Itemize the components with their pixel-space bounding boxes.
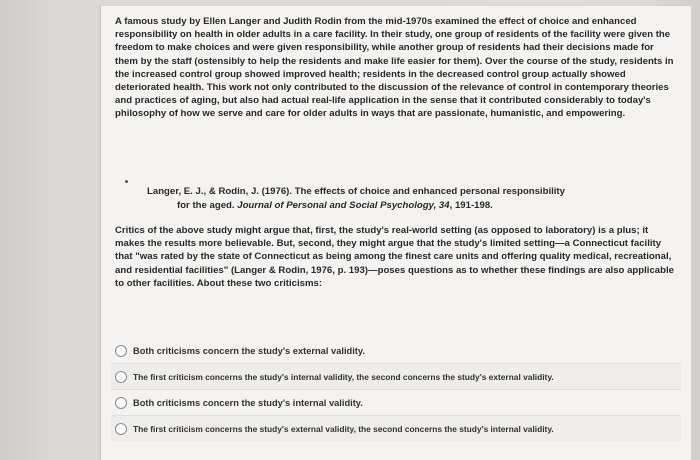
answer-option-label: Both criticisms concern the study's internal validity.	[133, 397, 363, 408]
citation-line-2-prefix: for the aged.	[177, 200, 238, 211]
answer-option-1[interactable]	[111, 338, 681, 363]
citation-line-2	[147, 199, 647, 213]
answer-option-label: The first criticism concerns the study's internal validity, the second concerns the study's external validity.	[133, 371, 554, 382]
answer-option-label: Both criticisms concern the study's external validity.	[133, 345, 365, 356]
citation-journal: Journal of Personal and Social Psychology, 34	[237, 200, 450, 211]
answer-option-2[interactable]	[111, 363, 681, 389]
answer-options	[111, 338, 681, 441]
question-card	[100, 6, 691, 460]
answer-option-3[interactable]	[111, 389, 681, 415]
answer-option-label: The first criticism concerns the study's external validity, the second concerns the study's internal validity.	[133, 423, 554, 434]
citation	[147, 185, 647, 213]
passage-paragraph-1: A famous study by Ellen Langer and Judith Rodin from the mid-1970s examined the effect of choice and enhanced responsibility on health in older adults in a care facility. In their study, one group of residents of the facility were given the freedom to make choices and were given responsibility, while another group of residents had their decisions made for them by the staff (ostensibly to help the residents and make life easier for them). Over the course of the study, residents in the increased control group showed improved health; residents in the decreased control group actually showed deteriorated health. This work not only contributed to the discussion of the relevance of control in contemporary theories and practices of aging, but also had actual real-life application in the sense that it contributed considerably to today's philosophy of how we serve and care for older adults in ways that are passionate, humanistic, and empowering.	[115, 16, 674, 120]
passage-paragraph-2: Critics of the above study might argue that, first, the study's real-world setting (as opposed to laboratory) is a plus; it makes the results more believable. But, second, they might argue that the study's limited setting—a Connecticut facility that "was rated by the state of Connecticut as being among the finest care units and offering quality medical, recreational, and residential facilities" (Langer & Rodin, 1976, p. 193)—poses questions as to whether these findings are also applicable to other facilities. About these two criticisms:	[115, 225, 675, 289]
citation-pages: , 191-198.	[449, 200, 493, 211]
radio-button-icon[interactable]	[115, 423, 127, 435]
bullet-dot	[125, 180, 128, 183]
radio-button-icon[interactable]	[115, 371, 127, 383]
radio-button-icon[interactable]	[115, 397, 127, 409]
radio-button-icon[interactable]	[115, 345, 127, 357]
citation-line-1: Langer, E. J., & Rodin, J. (1976). The effects of choice and enhanced personal responsibility	[147, 186, 565, 197]
answer-option-4[interactable]	[111, 415, 681, 441]
